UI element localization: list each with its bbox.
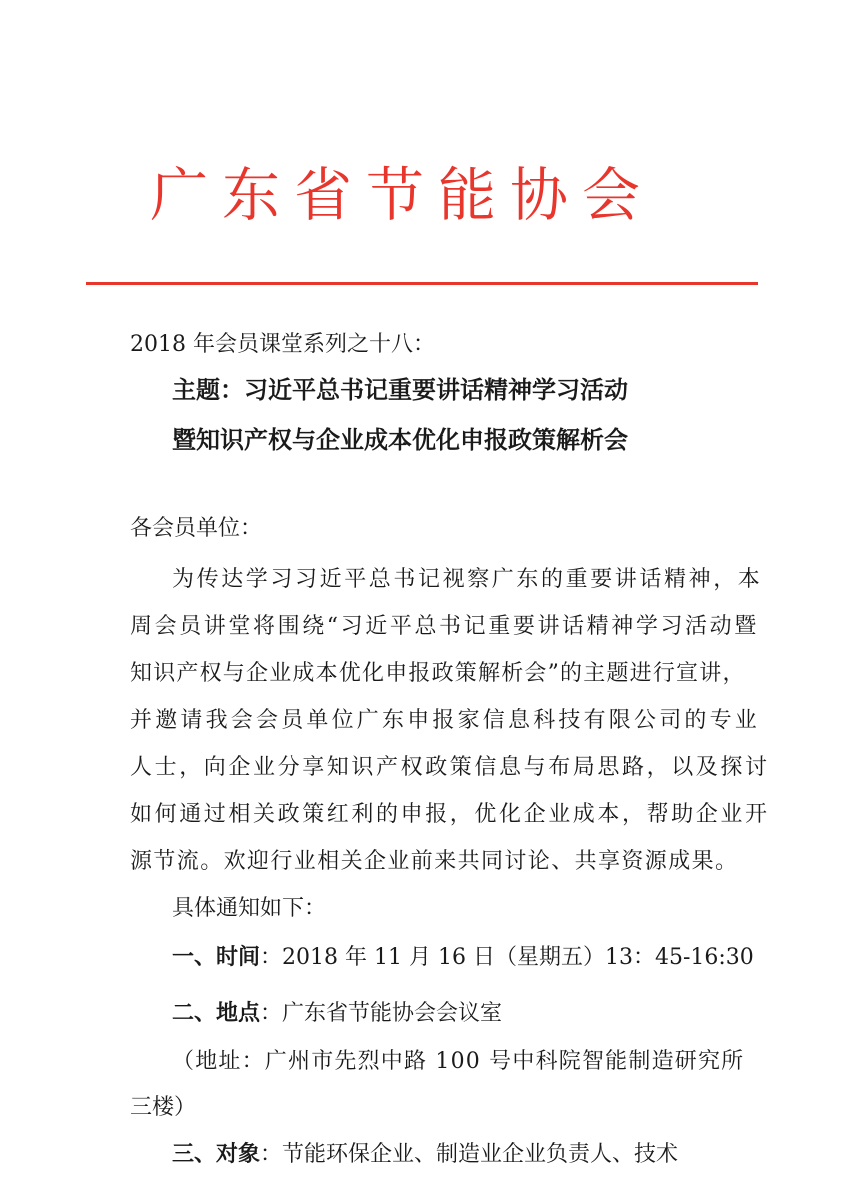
item-audience-label: 三、对象 bbox=[172, 1141, 261, 1167]
item-location-value: ：广东省节能协会会议室 bbox=[260, 1001, 503, 1026]
theme-line-1: 主题：习近平总书记重要讲话精神学习活动 bbox=[172, 375, 628, 404]
address-line-1: （地址：广州市先烈中路 100 号中科院智能制造研究所 bbox=[172, 1049, 745, 1074]
body-line: 并邀请我会会员单位广东申报家信息科技有限公司的专业 bbox=[130, 708, 761, 733]
header-divider bbox=[86, 282, 758, 285]
body-line: 为传达学习习近平总书记视察广东的重要讲话精神，本 bbox=[172, 567, 763, 592]
address-line-2: 三楼） bbox=[130, 1095, 197, 1120]
theme-line-2: 暨知识产权与企业成本优化申报政策解析会 bbox=[172, 425, 628, 454]
notice-intro: 具体通知如下： bbox=[172, 896, 327, 921]
body-line: 如何通过相关政策红利的申报，优化企业成本，帮助企业开 bbox=[130, 802, 770, 827]
series-label: 2018 年会员课堂系列之十八： bbox=[130, 332, 435, 357]
item-audience-value: ：节能环保企业、制造业企业负责人、技术 bbox=[260, 1142, 679, 1167]
body-line: 人士，向企业分享知识产权政策信息与布局思路，以及探讨 bbox=[130, 755, 770, 780]
body-line: 知识产权与企业成本优化申报政策解析会”的主题进行宣讲， bbox=[130, 661, 746, 686]
item-time bbox=[172, 940, 754, 971]
body-line: 周会员讲堂将围绕“习近平总书记重要讲话精神学习活动暨 bbox=[130, 614, 759, 639]
item-time-label: 一、时间 bbox=[172, 944, 261, 970]
item-location bbox=[172, 996, 502, 1027]
item-location-label: 二、地点 bbox=[172, 1000, 261, 1026]
salutation: 各会员单位： bbox=[130, 516, 263, 541]
organization-title: 广东省节能协会 bbox=[150, 161, 655, 229]
item-audience bbox=[172, 1137, 678, 1168]
body-line: 源节流。欢迎行业相关企业前来共同讨论、共享资源成果。 bbox=[130, 849, 739, 874]
item-time-value: ：2018 年 11 月 16 日（星期五）13：45-16:30 bbox=[260, 945, 754, 970]
